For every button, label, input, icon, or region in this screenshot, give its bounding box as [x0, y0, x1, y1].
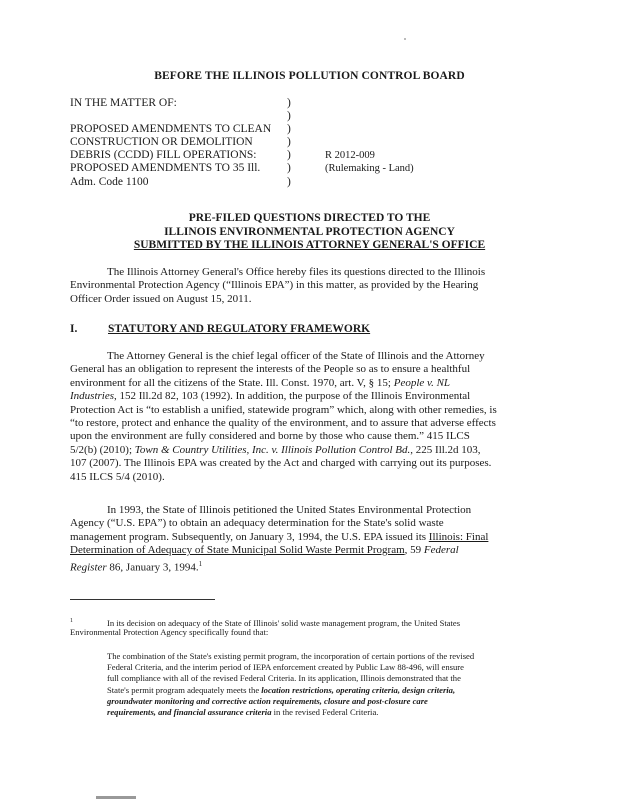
caption-line: PROPOSED AMENDMENTS TO CLEAN: [70, 123, 272, 136]
caption-line: Adm. Code 1100: [70, 175, 149, 188]
emphasis-text: location restrictions, operating criteria, design criteria,: [261, 684, 456, 695]
publication-name: Register: [70, 561, 107, 574]
text-line: [70, 558, 547, 574]
case-citation: People v. NL: [393, 376, 451, 389]
paren: ): [287, 97, 291, 109]
text-run: 5/2(b) (2010);: [70, 443, 135, 456]
text-line: Environmental Protection Agency specifically found that:: [70, 627, 269, 638]
paragraph-attorney-general: [70, 350, 547, 484]
paren: ): [287, 175, 291, 188]
emphasis-text: groundwater monitoring and corrective action requirements, closure and post-closure care: [107, 695, 428, 706]
text-line: Environmental Protection Agency (“Illinois EPA”) in this matter, as provided by the Hearing: [70, 279, 479, 292]
text-run: in the revised Federal Criteria.: [271, 706, 379, 717]
paren: ): [287, 162, 291, 175]
docket-number: R 2012-009: [325, 150, 375, 161]
text-run: 86, January 3, 1994.: [106, 561, 199, 574]
text-line: Agency (“U.S. EPA”) to obtain an adequacy determination for the State's solid waste: [70, 517, 444, 530]
text-line: In 1993, the State of Illinois petitioned the United States Environmental Protection: [107, 504, 472, 516]
case-citation: Town & Country Utilities, Inc. v. Illinois Pollution Control Bd.: [134, 443, 411, 456]
docket-type: (Rulemaking - Land): [325, 163, 414, 175]
heading-line-2: ILLINOIS ENVIRONMENTAL PROTECTION AGENCY: [164, 225, 455, 238]
text-line: The Attorney General is the chief legal officer of the State of Illinois and the Attorney: [107, 350, 485, 362]
text-line: Protection Act is “to establish a unified, statewide program” which, along with other remedies, is: [70, 403, 497, 416]
text-line: [107, 707, 474, 718]
docket-info: [325, 149, 414, 175]
text-line: [70, 531, 547, 544]
footnote-marker: 1: [70, 618, 73, 624]
text-line: 415 ILCS 5/4 (2010).: [70, 470, 165, 483]
text-line: full compliance with all of the revised Federal Criteria. In its application, Illinois demonstrated that the: [107, 673, 461, 684]
footnote: [70, 616, 460, 638]
caption-line: DEBRIS (CCDD) FILL OPERATIONS:: [70, 149, 257, 162]
paren: ): [287, 123, 291, 136]
section-heading: [70, 323, 370, 335]
text-line: [70, 390, 547, 403]
paren: ): [287, 149, 291, 162]
document-title: Illinois: Final: [428, 530, 489, 543]
text-line: [107, 696, 474, 707]
paragraph-1993-petition: [70, 504, 547, 574]
text-run: State's permit program adequately meets the: [107, 684, 262, 695]
text-line: General has an obligation to represent the interests of the People so as to ensure a healthful: [70, 363, 471, 376]
paren: ): [287, 136, 291, 149]
text-line: Officer Order issued on August 15, 2011.: [70, 292, 252, 305]
text-run: , 152 Ill.2d 82, 103 (1992). In addition, the purpose of the Illinois Environmental: [114, 390, 471, 403]
case-citation: Industries: [70, 390, 114, 403]
text-line: 107 (2007). The Illinois EPA was created by the Act and charged with carrying out its purposes.: [70, 457, 492, 470]
text-run: In its decision on adequacy of the State of Illinois' solid waste management program, the United States: [107, 617, 461, 628]
section-title: STATUTORY AND REGULATORY FRAMEWORK: [108, 323, 371, 335]
footnote-reference: 1: [198, 559, 203, 568]
document-heading: [0, 212, 619, 253]
emphasis-text: requirements, and financial assurance criteria: [107, 706, 272, 717]
text-run: , 225 Ill.2d 103,: [410, 443, 481, 456]
publication-name: Federal: [423, 544, 459, 557]
text-line: “to restore, protect and enhance the quality of the environment, and to assure that adverse effects: [70, 416, 496, 429]
caption-line: IN THE MATTER OF:: [70, 97, 177, 109]
text-line: Federal Criteria, and the interim period of IEPA enforcement created by Public Law 88-496, will ensure: [107, 662, 464, 673]
caption-line: CONSTRUCTION OR DEMOLITION: [70, 136, 253, 149]
caption-line: PROPOSED AMENDMENTS TO 35 Ill.: [70, 162, 261, 175]
document-title: Determination of Adequacy of State Municipal Solid Waste Permit Program: [70, 544, 405, 557]
section-number: I.: [70, 323, 78, 335]
heading-line-3: SUBMITTED BY THE ILLINOIS ATTORNEY GENERAL'S OFFICE: [133, 239, 486, 252]
text-run: environment for all the citizens of the State. Ill. Const. 1970, art. V, § 15;: [70, 376, 394, 389]
text-line: The combination of the State's existing permit program, the incorporation of certain portions of the revised: [107, 651, 475, 661]
footnote-separator: [70, 599, 215, 600]
text-line: The Illinois Attorney General's Office hereby files its questions directed to the Illinois: [107, 266, 486, 278]
intro-paragraph: [70, 266, 547, 306]
text-run: , 59: [404, 544, 424, 557]
text-line: [70, 544, 547, 557]
text-line: [70, 377, 547, 390]
paren: ): [287, 110, 291, 123]
caption-line: [70, 110, 271, 123]
caption-parens: [287, 97, 291, 189]
heading-line-1: PRE-FILED QUESTIONS DIRECTED TO THE: [188, 212, 431, 224]
text-line: [107, 685, 474, 696]
text-line: [70, 616, 460, 627]
scan-speck: [404, 38, 406, 40]
text-line: upon the environment are fully considered and borne by those who cause them.” 415 ILCS: [70, 430, 470, 443]
case-caption: [70, 97, 271, 189]
text-run: management program. Subsequently, on January 3, 1994, the U.S. EPA issued its: [70, 530, 429, 543]
text-line: [70, 444, 547, 457]
scan-artifact: [96, 796, 136, 799]
footnote-quotation: [107, 651, 474, 718]
board-title: BEFORE THE ILLINOIS POLLUTION CONTROL BOARD: [154, 70, 465, 82]
